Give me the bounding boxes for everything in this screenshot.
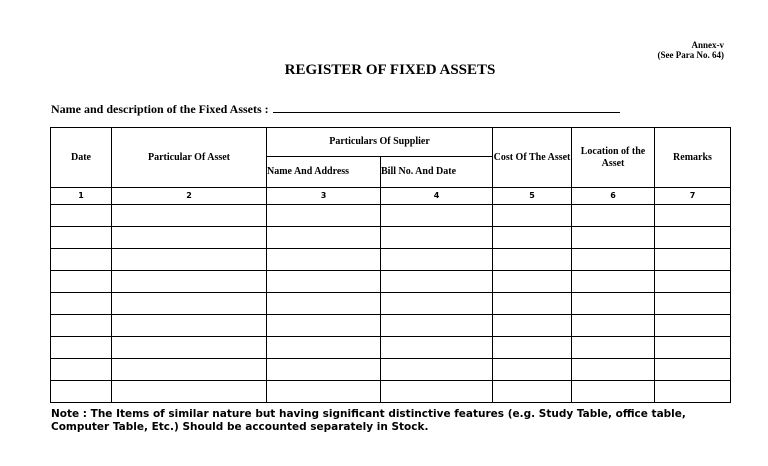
table-row — [51, 359, 731, 381]
table-cell — [267, 227, 381, 249]
table-cell — [655, 271, 731, 293]
header-location-of-asset: Location of the Asset — [572, 128, 655, 188]
table-cell — [112, 205, 267, 227]
table-cell — [51, 359, 112, 381]
table-row — [51, 205, 731, 227]
table-cell — [493, 293, 572, 315]
table-cell — [381, 205, 493, 227]
table-cell — [51, 315, 112, 337]
table-cell — [572, 205, 655, 227]
column-number: 3 — [267, 188, 381, 205]
table-cell — [572, 227, 655, 249]
table-cell — [655, 359, 731, 381]
table-cell — [381, 381, 493, 403]
table-cell — [655, 293, 731, 315]
table-cell — [112, 293, 267, 315]
column-number-row — [51, 188, 731, 205]
table-row — [51, 381, 731, 403]
table-row — [51, 271, 731, 293]
table-cell — [267, 293, 381, 315]
column-number: 5 — [493, 188, 572, 205]
table-cell — [112, 315, 267, 337]
table-cell — [112, 227, 267, 249]
table-cell — [655, 227, 731, 249]
table-cell — [572, 293, 655, 315]
table-cell — [51, 205, 112, 227]
asset-name-blank — [273, 102, 620, 113]
table-cell — [572, 359, 655, 381]
table-cell — [381, 271, 493, 293]
table-cell — [267, 205, 381, 227]
table-cell — [493, 337, 572, 359]
table-cell — [572, 315, 655, 337]
table-cell — [381, 293, 493, 315]
table-cell — [493, 227, 572, 249]
table-row — [51, 337, 731, 359]
table-cell — [572, 337, 655, 359]
table-cell — [112, 271, 267, 293]
table-cell — [655, 315, 731, 337]
table-cell — [267, 337, 381, 359]
table-cell — [381, 315, 493, 337]
table-cell — [493, 381, 572, 403]
table-cell — [267, 271, 381, 293]
column-number: 1 — [51, 188, 112, 205]
fixed-assets-register-table — [50, 127, 731, 403]
table-cell — [655, 337, 731, 359]
document-title: REGISTER OF FIXED ASSETS — [284, 62, 496, 78]
header-date: Date — [51, 128, 112, 188]
table-cell — [493, 271, 572, 293]
table-cell — [112, 359, 267, 381]
table-cell — [112, 249, 267, 271]
table-cell — [267, 249, 381, 271]
table-cell — [267, 381, 381, 403]
table-cell — [655, 205, 731, 227]
asset-name-label: Name and description of the Fixed Assets : — [51, 102, 269, 116]
table-cell — [51, 227, 112, 249]
table-cell — [655, 381, 731, 403]
asset-name-line — [51, 102, 620, 117]
header-bill-no-and-date: Bill No. And Date — [381, 157, 493, 188]
column-number: 4 — [381, 188, 493, 205]
stock-accounting-note: Note : The Items of similar nature but having significant distinctive features (e.g. Study Table, office table, Computer Table, Etc.) Should be accounted separately in Stock. — [51, 408, 686, 433]
table-cell — [112, 337, 267, 359]
column-number: 2 — [112, 188, 267, 205]
table-cell — [51, 249, 112, 271]
annex-reference — [658, 40, 724, 60]
table-cell — [493, 249, 572, 271]
table-cell — [493, 315, 572, 337]
table-cell — [267, 315, 381, 337]
header-particular-of-asset: Particular Of Asset — [112, 128, 267, 188]
column-number: 7 — [655, 188, 731, 205]
table-cell — [112, 381, 267, 403]
table-cell — [572, 249, 655, 271]
table-cell — [572, 381, 655, 403]
annex-para-reference: (See Para No. 64) — [657, 50, 724, 60]
table-cell — [381, 359, 493, 381]
table-cell — [655, 249, 731, 271]
table-cell — [381, 249, 493, 271]
table-cell — [493, 205, 572, 227]
table-cell — [381, 227, 493, 249]
table-cell — [51, 381, 112, 403]
table-cell — [572, 271, 655, 293]
header-particulars-of-supplier: Particulars Of Supplier — [267, 128, 493, 157]
table-cell — [51, 337, 112, 359]
table-cell — [381, 337, 493, 359]
header-name-and-address: Name And Address — [267, 157, 381, 188]
annex-label: Annex-v — [691, 40, 724, 50]
table-row — [51, 293, 731, 315]
table-cell — [493, 359, 572, 381]
table-row — [51, 249, 731, 271]
table-cell — [51, 271, 112, 293]
header-remarks: Remarks — [655, 128, 731, 188]
column-number: 6 — [572, 188, 655, 205]
table-row — [51, 227, 731, 249]
table-row — [51, 315, 731, 337]
header-cost-of-asset: Cost Of The Asset — [493, 128, 572, 188]
table-cell — [267, 359, 381, 381]
table-cell — [51, 293, 112, 315]
